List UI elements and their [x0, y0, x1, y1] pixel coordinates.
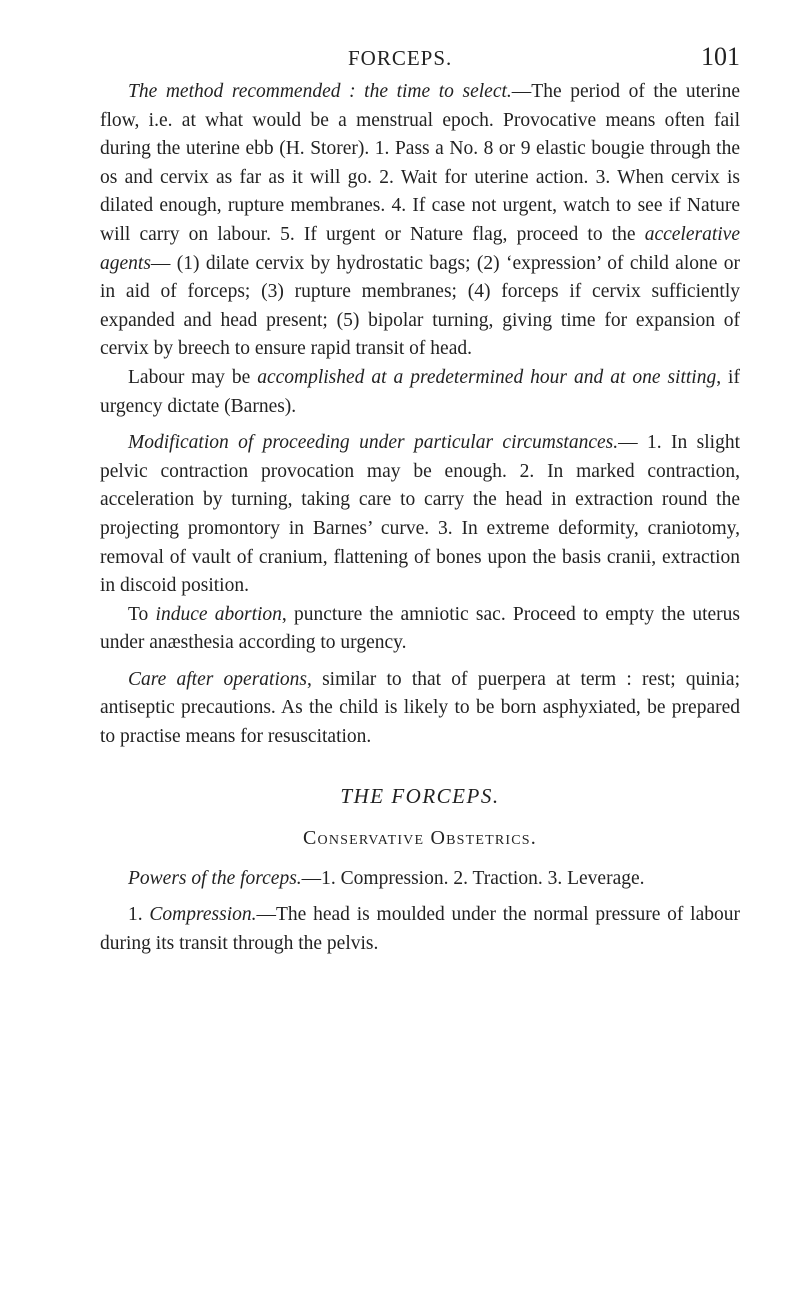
paragraph-lead: Compression.	[149, 904, 257, 926]
emphasis-text: induce abortion	[155, 603, 282, 625]
section-subheading: Conservative Obstetrics.	[302, 827, 537, 850]
paragraph-care-after-operations	[100, 666, 740, 752]
page-number: 101	[701, 42, 740, 71]
paragraph-text-tail: — (1) dilate cervix by hydrostatic bags; (2) ‘expression’ of child alone or in aid of forceps; (3) rupture membranes; (4) forceps if cervix sufficiently expanded and head present; (5) bipolar turning, giving time for expansion of cervix by breech to ensure rapid transit of head.	[100, 252, 740, 360]
body-text	[100, 78, 740, 959]
paragraph-text: —The period of the uterine flow, i.e. at what would be a menstrual epoch. Provocative means often fail during the uterine ebb (H. Storer). 1. Pass a No. 8 or 9 elastic bougie through the os and cervix as far as it will go. 2. Wait for uterine action. 3. When cervix is dilated enough, rupture membranes. 4. If case not urgent, watch to see if Nature will carry on labour. 5. If urgent or Nature flag, proceed to the	[100, 81, 740, 245]
paragraph-lead: The method recommended : the time to select.	[128, 81, 512, 102]
paragraph-powers-of-forceps	[100, 865, 740, 894]
paragraph-text: Labour may be	[128, 366, 258, 388]
paragraph-text: , similar to that of puerpera at term : rest; quinia; antiseptic precautions. As the child is likely to be born asphyxiated, be prepared to practise means for resuscitation.	[100, 668, 740, 748]
paragraph-text: — 1. In slight pelvic contraction provocation may be enough. 2. In marked contraction, acceleration by turning, taking care to carry the head in extraction round the projecting promontory in Barnes’ curve. 3. In extreme deformity, craniotomy, removal of vault of cranium, flattening of bones upon the basis cranii, extraction in discoid position.	[100, 432, 740, 597]
list-number: 1.	[128, 904, 150, 926]
emphasis-text: accelerative agents	[100, 223, 740, 274]
section-heading: THE FORCEPS.	[340, 783, 500, 808]
paragraph-labour-accomplished	[100, 364, 740, 421]
paragraph-induce-abortion	[100, 601, 740, 658]
paragraph-lead: Powers of the forceps.	[128, 867, 302, 889]
paragraph-modification	[100, 429, 740, 601]
paragraph-text-tail: , if urgency dictate (Barnes).	[100, 366, 740, 417]
paragraph-method-recommended	[100, 78, 740, 364]
paragraph-text: —The head is moulded under the normal pressure of labour during its transit through the pelvis.	[100, 904, 740, 955]
paragraph-text: To	[128, 603, 156, 625]
paragraph-compression	[100, 901, 740, 958]
paragraph-text-tail: , puncture the amniotic sac. Proceed to empty the uterus under anæsthesia according to urgency.	[100, 603, 740, 654]
emphasis-text: accomplished at a predetermined hour and at one sitting	[257, 366, 717, 388]
paragraph-lead: Modification of proceeding under particular circumstances.	[128, 432, 619, 454]
paragraph-text: —1. Compression. 2. Traction. 3. Leverage.	[301, 867, 645, 889]
paragraph-lead: Care after operations	[128, 668, 307, 690]
running-head	[100, 42, 740, 72]
running-title: FORCEPS.	[348, 46, 453, 70]
